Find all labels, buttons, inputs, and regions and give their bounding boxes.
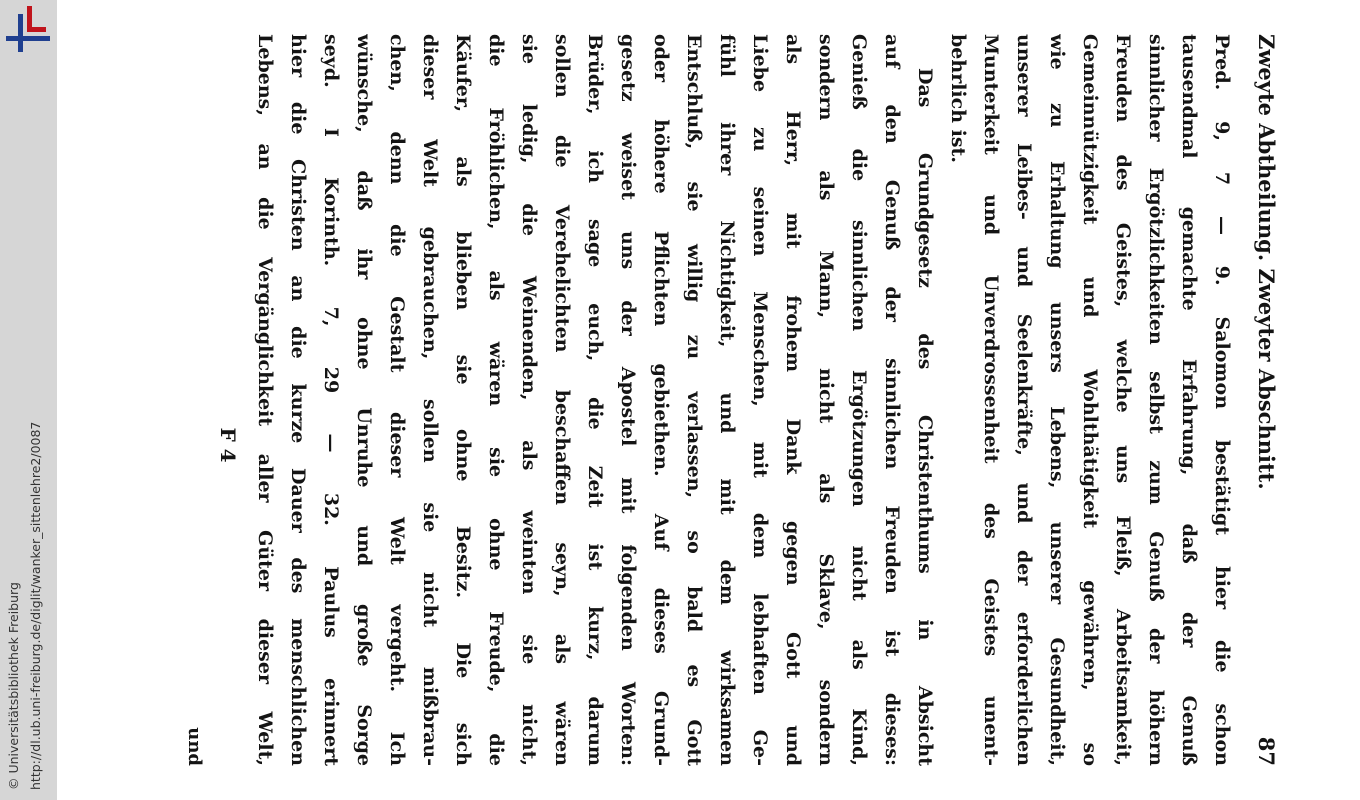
text-line: wie zu Erhaltung unsers Lebens, unserer Gesundheit, [1046, 34, 1068, 766]
text-line: chen, denn die Gestalt dieser Welt vergeht. Ich [386, 34, 408, 766]
page-number: 87 [1254, 736, 1279, 766]
text-line: dieser Welt gebrauchen, sollen sie nicht mißbrau- [419, 34, 441, 766]
text-line: als Herr, mit frohem Dank gegen Gott und [782, 34, 804, 766]
running-header [1247, 34, 1285, 766]
text-line: unserer Leibes- und Seelenkräfte, und der erforderlichen [1013, 34, 1035, 766]
text-line: wünsche, daß ihr ohne Unruhe und große Sorge [353, 34, 375, 766]
text-line: gesetz weiset uns der Apostel mit folgenden Worten: [617, 34, 639, 766]
viewer-sidebar [0, 0, 57, 800]
running-head: Zweyte Abtheilung. Zweyter Abschnitt. [1254, 34, 1279, 490]
scanned-page [175, 34, 1285, 766]
text-line: Gemeinnützigkeit und Wohlthätigkeit gewähren, so [1079, 34, 1101, 766]
text-line: Käufer, als blieben sie ohne Besitz. Die sich [452, 34, 474, 766]
text-line: Genieß die sinnlichen Ergötzungen nicht als Kind, [848, 34, 870, 766]
credit-url[interactable]: http://dl.ub.uni-freiburg.de/diglit/wanker_sittenlehre2/0087 [28, 421, 43, 790]
text-line: behrlich ist. [947, 34, 969, 163]
credits-block [6, 350, 76, 790]
text-line: hier die Christen an die kurze Dauer des menschlichen [287, 34, 309, 766]
text-line: Liebe zu seinen Menschen, mit dem lebhaften Ge- [749, 34, 771, 766]
text-line: Munterkeit und Unverdrossenheit des Geistes unent- [980, 34, 1002, 766]
text-line: Entschluß, sie willig zu verlassen, so bald es Gott [683, 34, 705, 766]
catchword: und [184, 727, 205, 766]
page-text-block [175, 34, 1285, 766]
university-library-freiburg-logo-icon [6, 6, 50, 52]
text-line: sinnlicher Ergötzlichkeiten selbst zum Genuß der höhern [1145, 34, 1167, 766]
text-line: die Fröhlichen, als wären sie ohne Freude, die [485, 34, 507, 766]
text-line: sie ledig, die Weinenden, als weinten sie nicht, [518, 34, 540, 766]
signature-mark: F 4 [216, 427, 240, 463]
text-line: Das Grundgesetz des Christenthums in Absicht [914, 68, 936, 766]
text-line: Pred. 9, 7 — 9. Salomon bestätigt hier die schon [1211, 34, 1233, 766]
text-line: seyd. I Korinth. 7, 29 — 32. Paulus erinnert [320, 34, 342, 766]
text-line: sollen die Verehelichten beschaffen seyn, als wären [551, 34, 573, 766]
text-line: tausendmal gemachte Erfahrung, daß der Genuß [1178, 34, 1200, 766]
text-line: Lebens, an die Vergänglichkeit aller Güter dieser Welt, [254, 34, 276, 766]
credit-copyright: © Universitätsbibliothek Freiburg [6, 582, 21, 790]
text-line: oder höhere Pflichten gebiethen. Auf dieses Grund- [650, 34, 672, 766]
text-line: Freuden des Geistes, welche uns Fleiß, Arbeitsamkeit, [1112, 34, 1134, 766]
text-line: fühl ihrer Nichtigkeit, und mit dem wirksamen [716, 34, 738, 766]
text-line: Brüder, ich sage euch, die Zeit ist kurz, darum [584, 34, 606, 766]
text-line: auf den Genuß der sinnlichen Freuden ist dieses: [881, 34, 903, 766]
text-line: sondern als Mann, nicht als Sklave, sondern [815, 34, 837, 766]
